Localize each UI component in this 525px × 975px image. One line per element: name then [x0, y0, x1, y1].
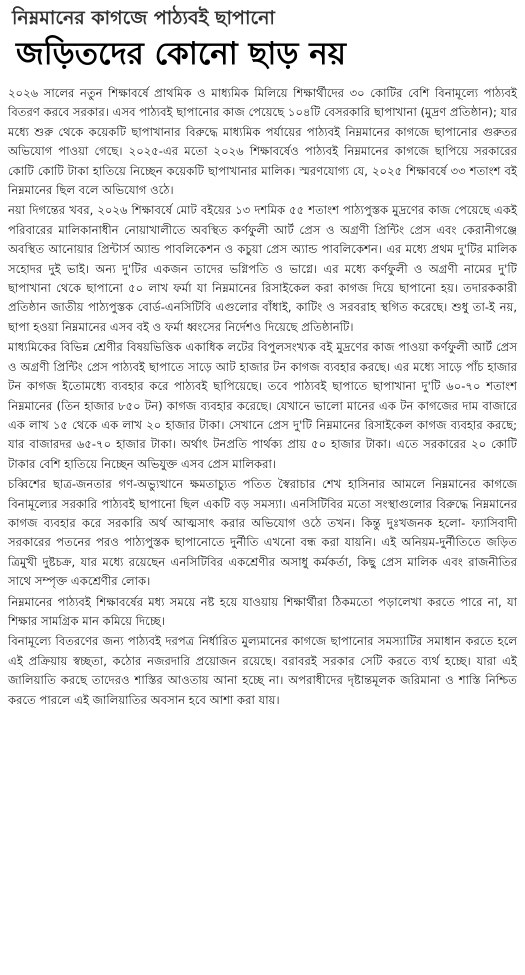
paragraph-4: চব্বিশের ছাত্র-জনতার গণ-অভ্যুত্থানে ক্ষমতাচ্যুত পতিত স্বৈরাচার শেখ হাসিনার আমলে নিম্নমানের কাগজে বিনামূল্যের সরকারি পাঠ্যবই ছাপানো ছিল একটি বড় সমস্যা। এনসিটিবির মতো সংস্থাগুলোর বিরুদ্ধে নিম্নমানের কাগজ ব্যবহার করে সরকারি অর্থ আত্মসাৎ করার অভিযোগ ওঠে তখন। কিন্তু দুঃখজনক হলো- ফ্যাসিবাদী সরকারের পতনের পরও পাঠ্যপুস্তক ছাপানোতে দুর্নীতি এখনো বন্ধ করা যায়নি। এই অনিয়ম-দুর্নীতিতে জড়িত ত্রিমুখী দুষ্টচক্র, যার মধ্যে রয়েছেন এনসিটিবির একশ্রেণীর অসাধু কর্মকর্তা, কিছু প্রেস মালিক এবং রাজনীতির সাথে সম্পৃক্ত একশ্রেণীর লোক। — [8, 477, 517, 589]
paragraph-5: নিম্নমানের পাঠ্যবই শিক্ষাবর্ষের মধ্য সময়ে নষ্ট হয়ে যাওয়ায় শিক্ষার্থীরা ঠিকমতো পড়ালেখা করতে পারে না, যা শিক্ষার সামগ্রিক মান কমিয়ে দিচ্ছে। — [8, 594, 517, 628]
article-body — [8, 84, 517, 710]
article-kicker: নিম্নমানের কাগজে পাঠ্যবই ছাপানো — [12, 7, 275, 29]
paragraph-1: ২০২৬ সালের নতুন শিক্ষাবর্ষে প্রাথমিক ও মাধ্যমিক মিলিয়ে শিক্ষার্থীদের ৩০ কোটির বেশি বিনামূল্যে পাঠ্যবই বিতরণ করবে সরকার। এসব পাঠ্যবই ছাপানোর কাজ পেয়েছে ১০৪টি বেসরকারি ছাপাখানা (মুদ্রণ প্রতিষ্ঠান); যার মধ্যে শুরু থেকে কয়েকটি ছাপাখানার বিরুদ্ধে মাধ্যমিক পর্যায়ের পাঠ্যবই নিম্নমানের কাগজে ছাপানোর গুরুতর অভিযোগ পাওয়া গেছে। ২০২৫-এর মতো ২০২৬ শিক্ষাবর্ষেও পাঠ্যবই নিম্নমানের কাগজে ছাপিয়ে সরকারের কোটি কোটি টাকা হাতিয়ে নিচ্ছেন কয়েকটি ছাপাখানার মালিক। স্মরণযোগ্য যে, ২০২৫ শিক্ষাবর্ষে ৩৩ শতাংশ বই নিম্নমানের ছিল বলে অভিযোগ ওঠে। — [8, 86, 517, 198]
paragraph-6: বিনামূল্যে বিতরণের জন্য পাঠ্যবই দরপত্র নির্ধারিত মুল্যমানের কাগজে ছাপানোর সমস্যাটির সমাধান করতে হলে এই প্রক্রিয়ায় স্বচ্ছতা, কঠোর নজরদারি প্রয়োজন রয়েছে। বরাবরই সরকার সেটি করতে ব্যর্থ হচ্ছে। যারা এই জালিয়াতি করছে তাদেরও শাস্তির আওতায় আনা হচ্ছে না। অপরাধীদের দৃষ্টান্তমূলক জরিমানা ও শাস্তি নিশ্চিত করতে পারলে এই জালিয়াতির অবসান হবে আশা করা যায়। — [8, 634, 517, 707]
paragraph-3: মাধ্যমিকের বিভিন্ন শ্রেণীর বিষয়ভিত্তিক একাধিক লটের বিপুলসংখ্যক বই মুদ্রণের কাজ পাওয়া কর্ণফুলী আর্ট প্রেস ও অগ্রণী প্রিন্টিং প্রেস পাঠ্যবই ছাপাতে সাড়ে আট হাজার টন কাগজ ব্যবহার করছে। এর মধ্যে সাড়ে পাঁচ হাজার টন কাগজ ইতোমধ্যে ব্যবহার করে পাঠ্যবই ছাপিয়েছে। তবে পাঠ্যবই ছাপাতে ছাপাখানা দু'টি ৬০-৭০ শতাংশ নিম্নমানের (তিন হাজার ৮৫০ টন) কাগজ ব্যবহার করেছে। যেখানে ভালো মানের এক টন কাগজের দাম বাজারে এক লাখ ১৫ থেকে এক লাখ ২০ হাজার টাকা। সেখানে প্রেস দু'টি নিম্নমানের রিসাইকেল কাগজ ব্যবহার করছে; যার বাজারদর ৬৫-৭০ হাজার টাকা। অর্থাৎ টনপ্রতি পার্থক্য প্রায় ৫০ হাজার টাকা। এতে সরকারের ২০ কোটি টাকার বেশি হাতিয়ে নিচ্ছেন অভিযুক্ত এসব প্রেস মালিকরা। — [8, 340, 517, 471]
article-headline: জড়িতদের কোনো ছাড় নয় — [16, 36, 347, 72]
paragraph-2: নয়া দিগন্তের খবর, ২০২৬ শিক্ষাবর্ষে মোট বইয়ের ১৩ দশমিক ৫৫ শতাংশ পাঠ্যপুস্তক মুদ্রণের কাজ পেয়েছে একই পরিবারের মালিকানাধীন নোয়াখালীতে অবস্থিত কর্ণফুলী আর্ট প্রেস ও অগ্রণী প্রিন্টিং প্রেস এবং কেরানীগঞ্জে অবস্থিত আনোয়ার প্রিন্টার্স অ্যান্ড পাবলিকেশন ও কচুয়া প্রেস অ্যান্ড পাবলিকেশন। এর মধ্যে প্রথম দু'টির মালিক সহোদর দুই ভাই। অন্য দু'টির একজন তাদের ভগ্নিপতি ও ভাগ্নে। এর মধ্যে কর্ণফুলী ও অগ্রণী নামের দু'টি ছাপাখানা থেকে ছাপানো ৫০ লাখ ফর্মা যা নিম্নমানের রিসাইকেল করা কাগজ দিয়ে ছাপানো হয়। তদারককারী প্রতিষ্ঠান জাতীয় পাঠ্যপুস্তক বোর্ড-এনসিটিবি এগুলোর বাঁধাই, কাটিং ও সরবরাহ স্থগিত করেছে। শুধু তা-ই নয়, ছাপা হওয়া নিম্নমানের এসব বই ও ফর্মা ধ্বংসের নির্দেশও দিয়েছে প্রতিষ্ঠানটি। — [8, 203, 517, 334]
